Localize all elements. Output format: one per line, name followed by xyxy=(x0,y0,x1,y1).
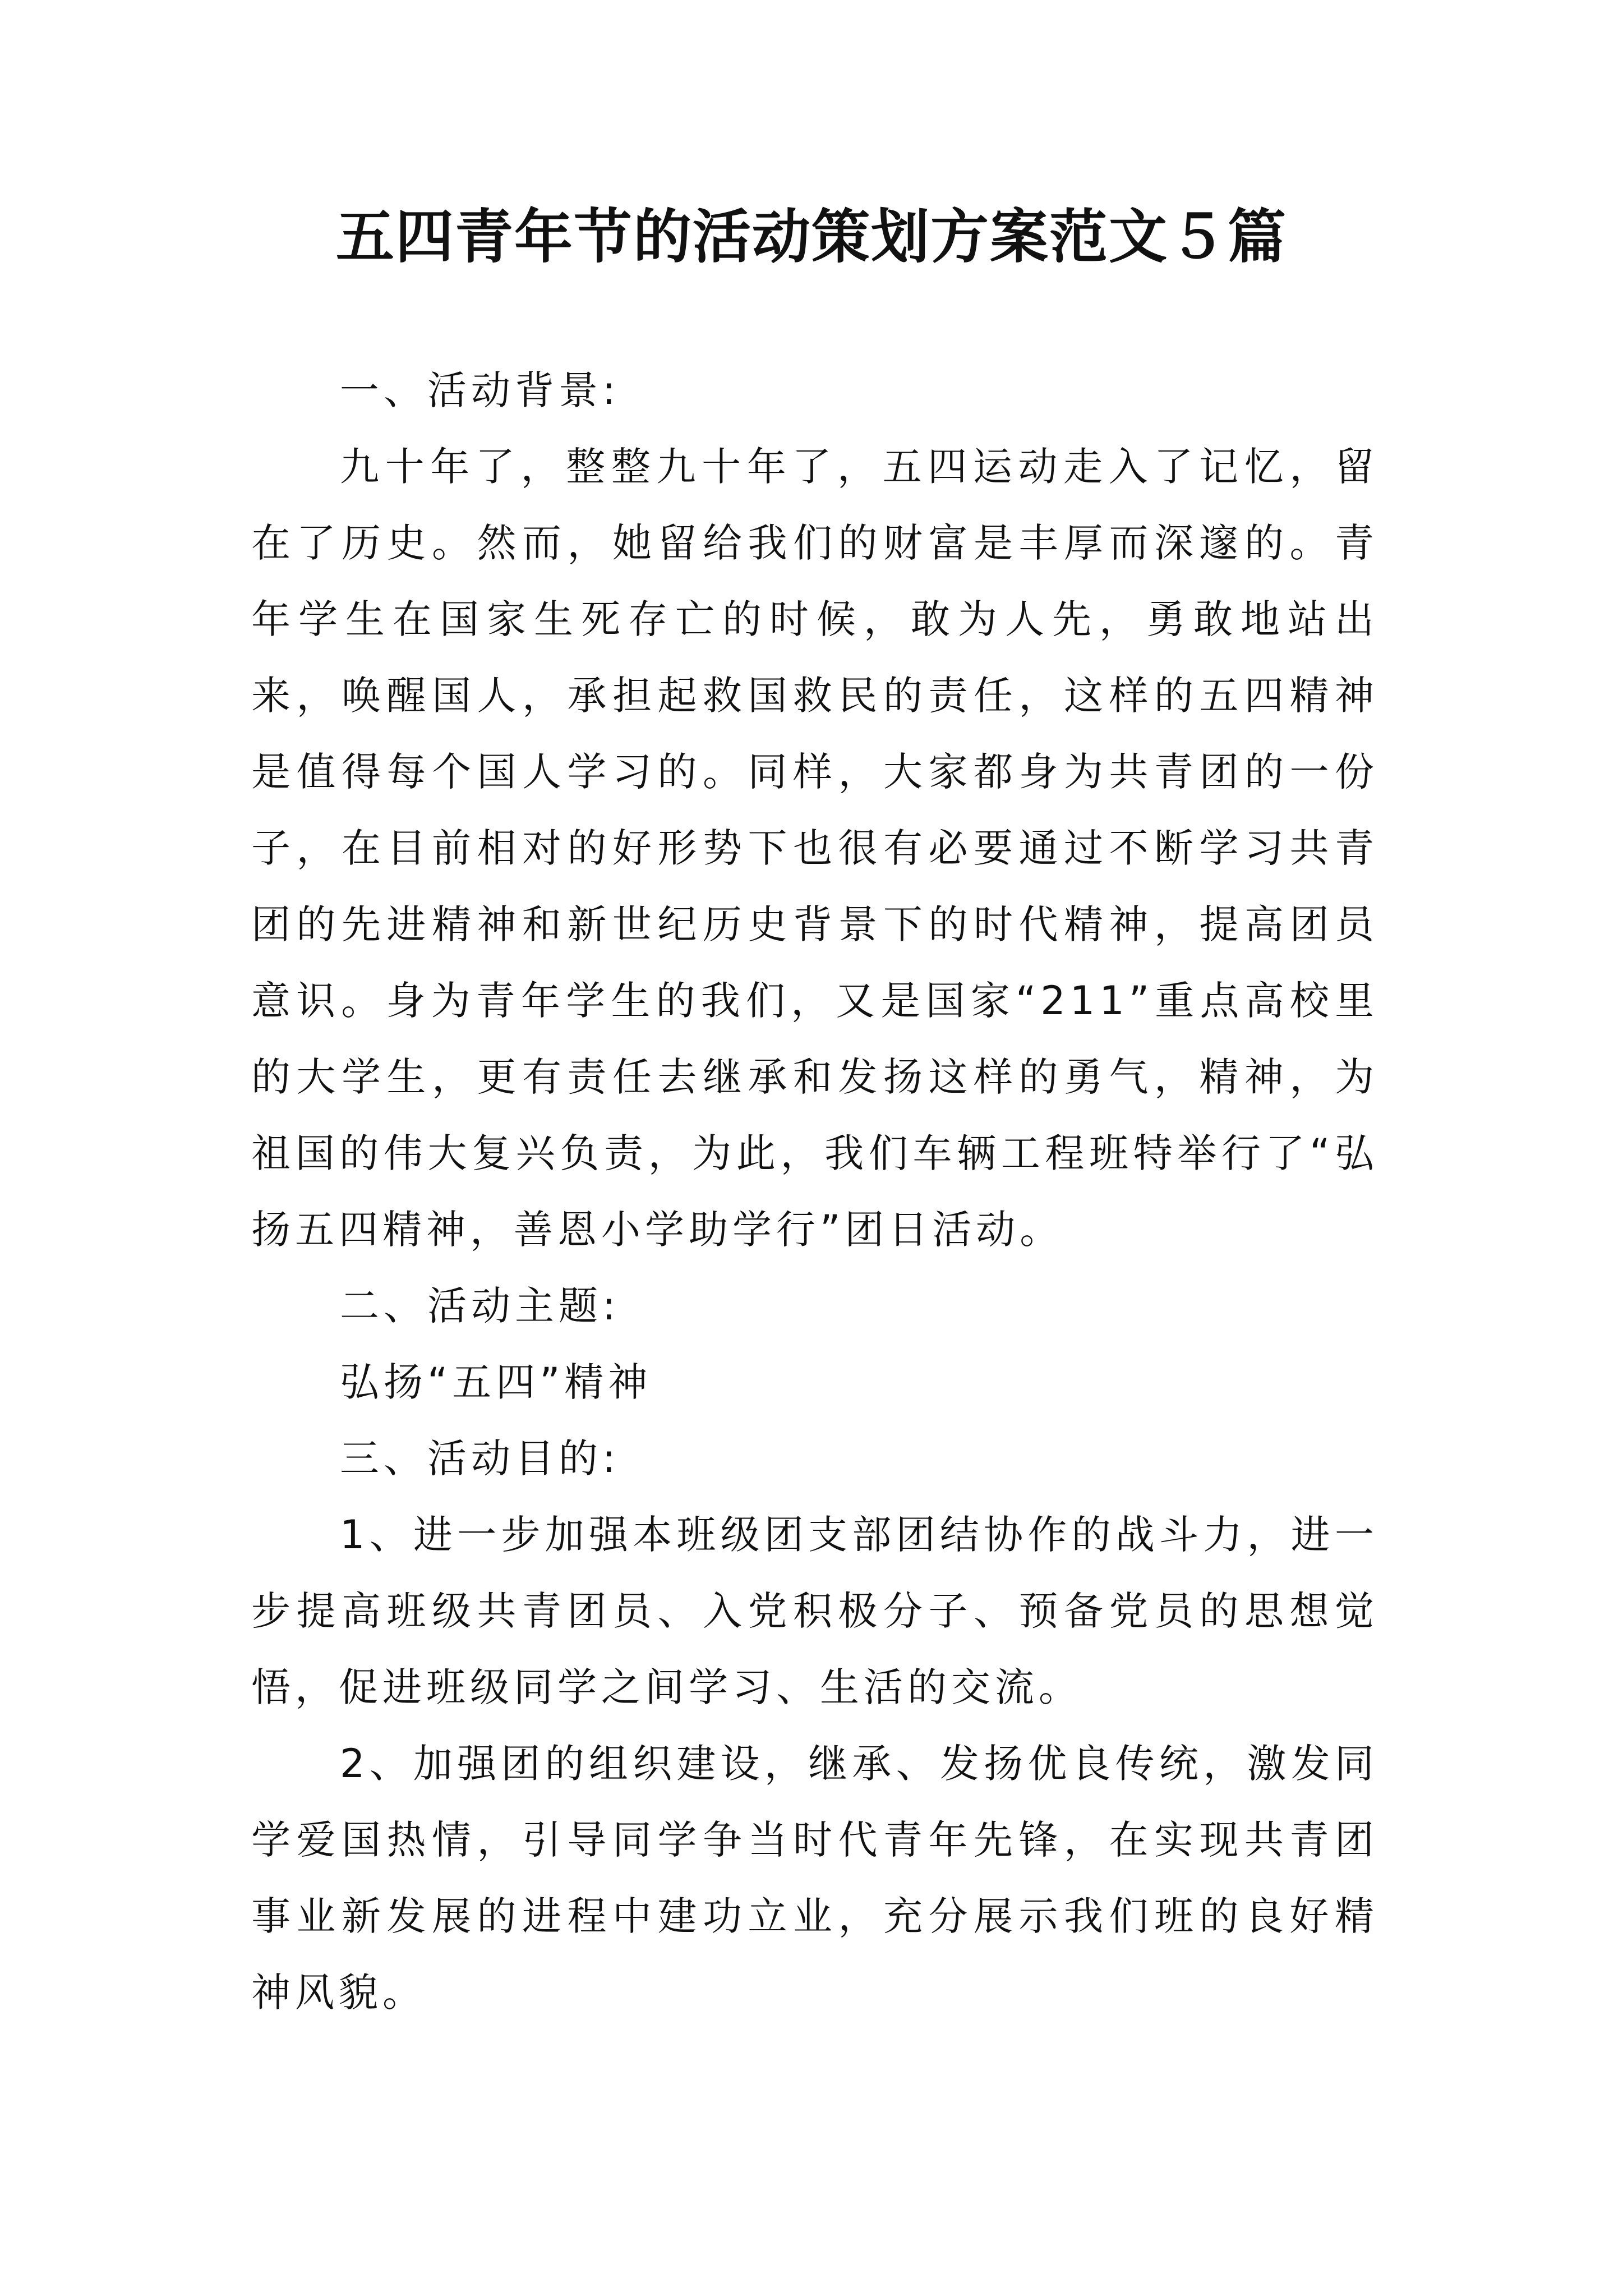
paragraph-theme-text: 弘扬“五四”精神 xyxy=(340,1359,652,1405)
document-body xyxy=(251,352,1378,2031)
heading-activity-purpose: 三、活动目的: xyxy=(340,1435,620,1481)
paragraph-purpose-2: 2、加强团的组织建设，继承、发扬优良传统，激发同学爱国热情，引导同学争当时代青年先锋，在实现共青团事业新发展的进程中建功立业，充分展示我们班的良好精神风貌。 xyxy=(251,1741,1378,2016)
paragraph-purpose-1: 1、进一步加强本班级团支部团结协作的战斗力，进一步提高班级共青团员、入党积极分子、预备党员的思想觉悟，促进班级同学之间学习、生活的交流。 xyxy=(251,1512,1378,1710)
heading-activity-theme: 二、活动主题: xyxy=(340,1283,620,1329)
heading-activity-background: 一、活动背景: xyxy=(340,367,620,413)
document-title: 五四青年节的活动策划方案范文５篇 xyxy=(335,202,1287,271)
paragraph-background-text: 九十年了，整整九十年了，五四运动走入了记忆，留在了历史。然而，她留给我们的财富是丰厚而深邃的。青年学生在国家生死存亡的时候，敢为人先，勇敢地站出来，唤醒国人，承担起救国救民的责任，这样的五四精神是值得每个国人学习的。同样，大家都身为共青团的一份子，在目前相对的好形势下也很有必要通过不断学习共青团的先进精神和新世纪历史背景下的时代精神，提高团员意识。身为青年学生的我们，又是国家“211”重点高校里的大学生，更有责任去继承和发扬这样的勇气，精神，为祖国的伟大复兴负责，为此，我们车辆工程班特举行了“弘扬五四精神，善恩小学助学行”团日活动。 xyxy=(251,444,1378,1253)
